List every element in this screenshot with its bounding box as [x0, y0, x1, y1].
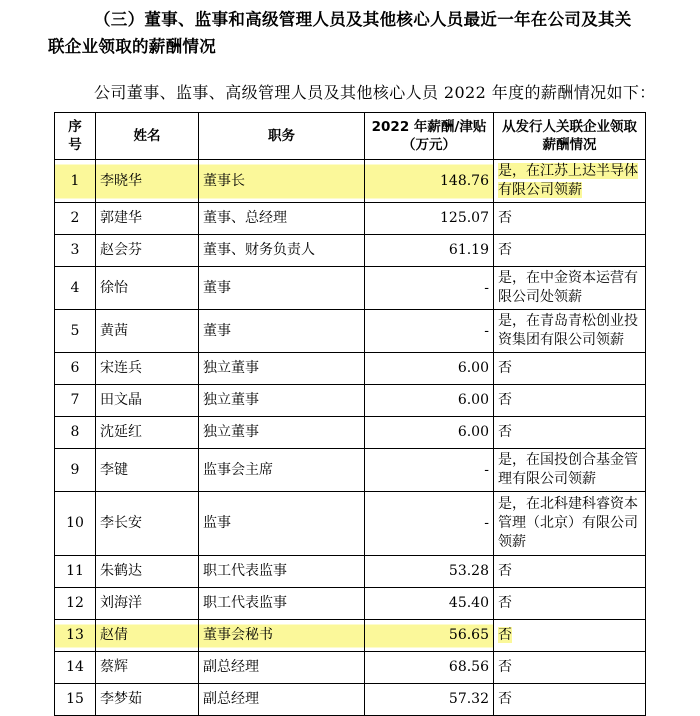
cell-name: 郭建华: [96, 203, 199, 235]
table-row: [55, 353, 646, 385]
cell-source: 否: [494, 385, 646, 417]
cell-name: 徐怡: [96, 267, 199, 310]
cell-position: 董事: [199, 310, 365, 353]
cell-position: 独立董事: [199, 417, 365, 449]
cell-seq: 9: [55, 449, 96, 492]
cell-source: 是，在青岛青松创业投资集团有限公司领薪: [494, 310, 646, 353]
header-seq: 序 号: [55, 113, 96, 160]
cell-source: 否: [494, 417, 646, 449]
table-row: [55, 449, 646, 492]
cell-position: 独立董事: [199, 385, 365, 417]
cell-seq: 3: [55, 235, 96, 267]
compensation-table: [54, 112, 646, 716]
table-row: [55, 267, 646, 310]
cell-name: 赵会芬: [96, 235, 199, 267]
cell-seq: 14: [55, 652, 96, 684]
table-row: [55, 492, 646, 556]
table-row: [55, 385, 646, 417]
cell-seq: 11: [55, 556, 96, 588]
cell-position: 独立董事: [199, 353, 365, 385]
cell-seq: 6: [55, 353, 96, 385]
cell-seq: 13: [55, 620, 96, 652]
cell-source: 否: [494, 353, 646, 385]
table-row: [55, 160, 646, 203]
cell-position: 董事长: [199, 160, 365, 203]
header-pay: 2022 年薪酬/津贴 （万元）: [365, 113, 494, 160]
cell-seq: 2: [55, 203, 96, 235]
cell-pay: 148.76: [365, 160, 494, 203]
cell-seq: 5: [55, 310, 96, 353]
table-row: [55, 556, 646, 588]
cell-pay: 53.28: [365, 556, 494, 588]
cell-name: 李长安: [96, 492, 199, 556]
cell-position: 董事、财务负责人: [199, 235, 365, 267]
cell-source: 否: [494, 620, 646, 652]
cell-pay: 57.32: [365, 684, 494, 716]
cell-position: 监事会主席: [199, 449, 365, 492]
cell-pay: -: [365, 310, 494, 353]
table-header-row: [55, 113, 646, 160]
cell-source: 否: [494, 203, 646, 235]
intro-paragraph: 公司董事、监事、高级管理人员及其他核心人员 2022 年度的薪酬情况如下：: [94, 83, 656, 102]
cell-name: 刘海洋: [96, 588, 199, 620]
cell-pay: 6.00: [365, 385, 494, 417]
table-row: [55, 203, 646, 235]
header-name: 姓名: [96, 113, 199, 160]
cell-pay: 6.00: [365, 417, 494, 449]
cell-pay: -: [365, 449, 494, 492]
cell-position: 职工代表监事: [199, 588, 365, 620]
cell-pay: 125.07: [365, 203, 494, 235]
cell-name: 宋连兵: [96, 353, 199, 385]
cell-position: 董事: [199, 267, 365, 310]
cell-name: 朱鹤达: [96, 556, 199, 588]
cell-source: 否: [494, 652, 646, 684]
table-row: [55, 620, 646, 652]
cell-pay: 6.00: [365, 353, 494, 385]
table-row: [55, 310, 646, 353]
cell-source: 是，在国投创合基金管理有限公司领薪: [494, 449, 646, 492]
cell-seq: 8: [55, 417, 96, 449]
cell-name: 李晓华: [96, 160, 199, 203]
cell-position: 副总经理: [199, 684, 365, 716]
cell-pay: 56.65: [365, 620, 494, 652]
cell-name: 田文晶: [96, 385, 199, 417]
table-row: [55, 684, 646, 716]
section-heading: [48, 6, 688, 60]
cell-pay: -: [365, 492, 494, 556]
cell-seq: 12: [55, 588, 96, 620]
cell-source: 否: [494, 684, 646, 716]
cell-position: 董事、总经理: [199, 203, 365, 235]
cell-pay: -: [365, 267, 494, 310]
cell-pay: 61.19: [365, 235, 494, 267]
cell-source: 否: [494, 556, 646, 588]
table-row: [55, 417, 646, 449]
cell-name: 李键: [96, 449, 199, 492]
cell-pay: 45.40: [365, 588, 494, 620]
table-row: [55, 652, 646, 684]
cell-seq: 4: [55, 267, 96, 310]
cell-name: 沈延红: [96, 417, 199, 449]
cell-seq: 7: [55, 385, 96, 417]
cell-position: 副总经理: [199, 652, 365, 684]
section-heading-line1: （三）董事、监事和高级管理人员及其他核心人员最近一年在公司及其关: [94, 10, 632, 29]
cell-source: 是，在北科建科睿资本管理（北京）有限公司领薪: [494, 492, 646, 556]
cell-position: 职工代表监事: [199, 556, 365, 588]
header-position: 职务: [199, 113, 365, 160]
cell-seq: 15: [55, 684, 96, 716]
cell-source: 否: [494, 235, 646, 267]
cell-name: 蔡辉: [96, 652, 199, 684]
cell-source: 是，在江苏上达半导体有限公司领薪: [494, 160, 646, 203]
section-heading-line2: 联企业领取的薪酬情况: [48, 37, 216, 56]
cell-seq: 1: [55, 160, 96, 203]
cell-pay: 68.56: [365, 652, 494, 684]
cell-source: 否: [494, 588, 646, 620]
cell-position: 监事: [199, 492, 365, 556]
cell-name: 赵倩: [96, 620, 199, 652]
header-source: 从发行人关联企业领取 薪酬情况: [494, 113, 646, 160]
cell-name: 李梦茹: [96, 684, 199, 716]
cell-name: 黄茜: [96, 310, 199, 353]
table-row: [55, 588, 646, 620]
table-row: [55, 235, 646, 267]
cell-position: 董事会秘书: [199, 620, 365, 652]
cell-source: 是，在中金资本运营有限公司处领薪: [494, 267, 646, 310]
cell-seq: 10: [55, 492, 96, 556]
